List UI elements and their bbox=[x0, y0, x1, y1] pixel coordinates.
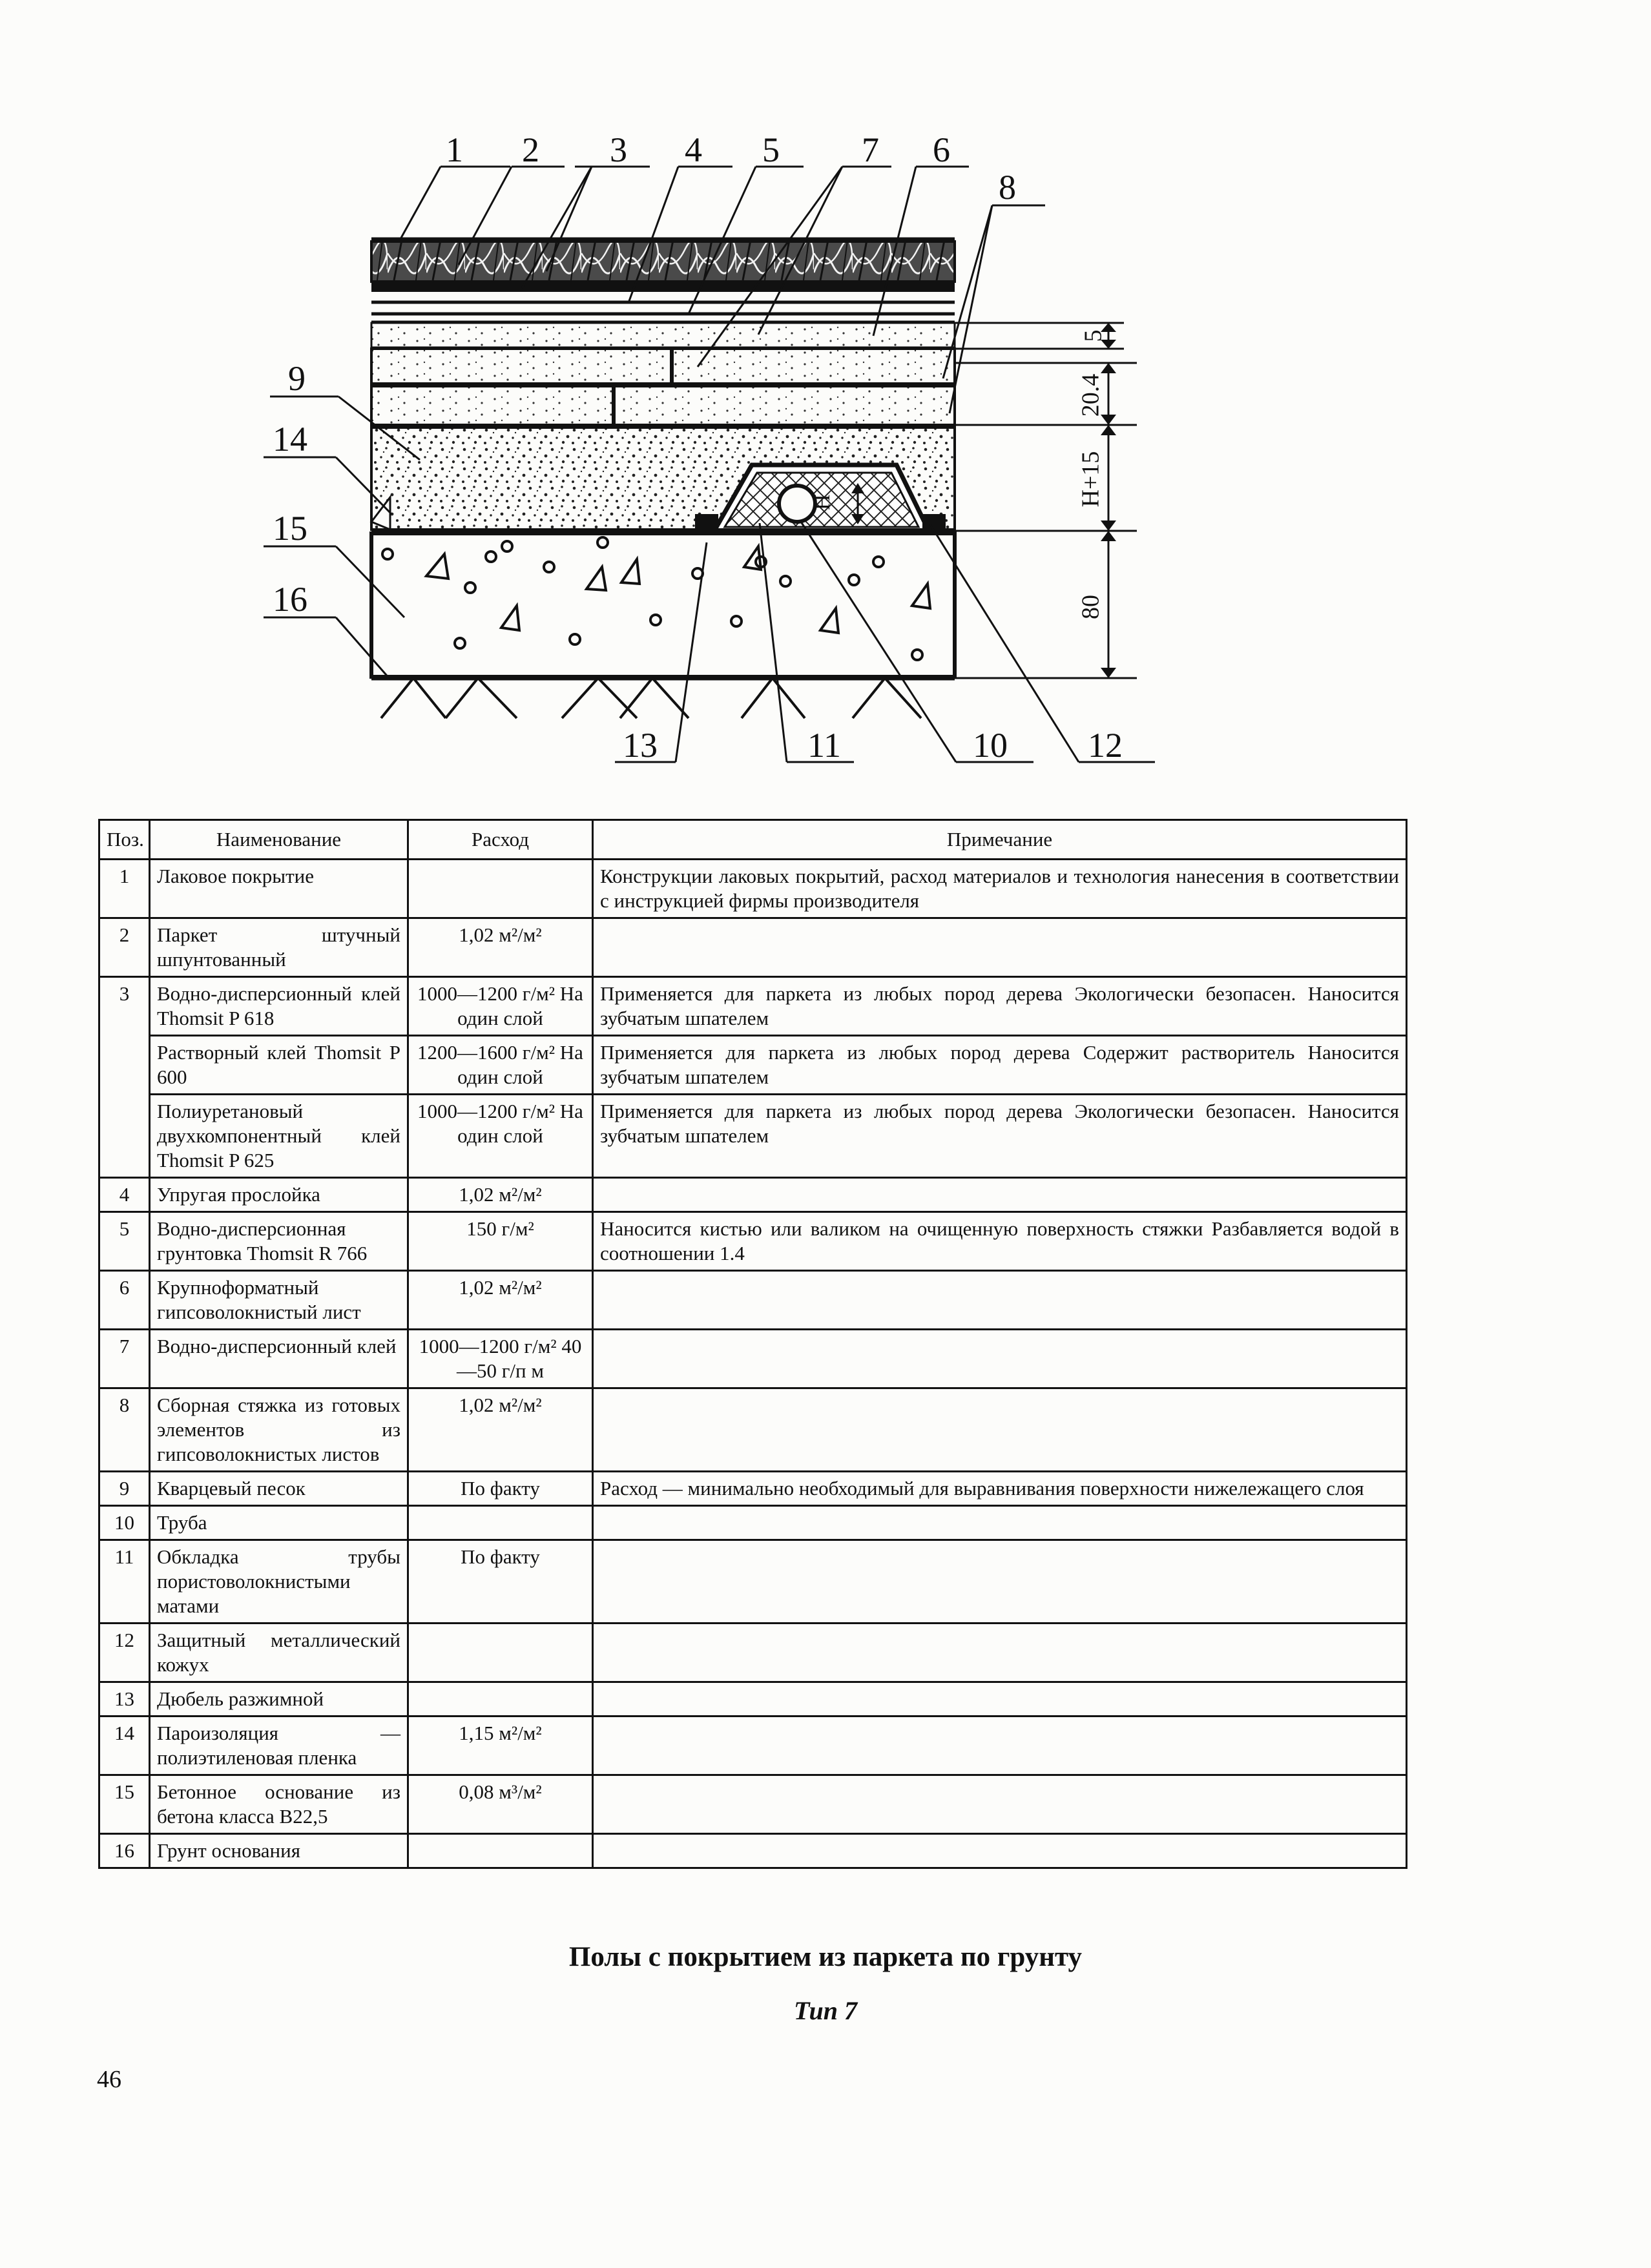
table-row bbox=[99, 1178, 1407, 1212]
table-header-row bbox=[99, 820, 1407, 860]
concrete-base bbox=[371, 533, 955, 677]
row-name: Упругая прослойка bbox=[150, 1178, 408, 1212]
row-note bbox=[593, 918, 1407, 977]
row-note bbox=[593, 1716, 1407, 1775]
row-consumption: 150 г/м² bbox=[408, 1212, 593, 1271]
dim-5: 5 bbox=[1079, 329, 1107, 342]
row-pos: 14 bbox=[99, 1716, 150, 1775]
table-row bbox=[99, 918, 1407, 977]
row-pos bbox=[99, 1036, 150, 1095]
row-consumption bbox=[408, 1682, 593, 1716]
callout-3: 3 bbox=[610, 130, 627, 169]
row-pos: 5 bbox=[99, 1212, 150, 1271]
header-pos: Поз. bbox=[99, 820, 150, 860]
row-name: Труба bbox=[150, 1506, 408, 1540]
row-pos: 12 bbox=[99, 1624, 150, 1682]
row-name: Защитный металлический кожух bbox=[150, 1624, 408, 1682]
row-name: Лаковое покрытие bbox=[150, 860, 408, 918]
row-consumption: 1,02 м²/м² bbox=[408, 1178, 593, 1212]
table-row bbox=[99, 1716, 1407, 1775]
row-pos: 15 bbox=[99, 1775, 150, 1834]
row-name: Обкладка трубы пористоволокнистыми матами bbox=[150, 1540, 408, 1624]
row-name: Растворный клей Thomsit P 600 bbox=[150, 1036, 408, 1095]
row-note: Применяется для паркета из любых пород дерева Экологически безопасен. Наносится зубчатым шпателем bbox=[593, 977, 1407, 1036]
table-row bbox=[99, 1271, 1407, 1330]
row-note bbox=[593, 1834, 1407, 1868]
row-consumption bbox=[408, 1834, 593, 1868]
header-consumption: Расход bbox=[408, 820, 593, 860]
row-name: Полиуретановый двухкомпонентный клей Thomsit P 625 bbox=[150, 1095, 408, 1178]
row-pos: 8 bbox=[99, 1388, 150, 1472]
row-name: Паркет штучный шпунтованный bbox=[150, 918, 408, 977]
row-consumption bbox=[408, 1506, 593, 1540]
callout-8: 8 bbox=[999, 168, 1016, 207]
row-name: Бетонное основание из бетона класса B22,5 bbox=[150, 1775, 408, 1834]
row-consumption: 1000—1200 г/м² На один слой bbox=[408, 977, 593, 1036]
screed-lower bbox=[371, 386, 955, 425]
callout-6: 6 bbox=[933, 130, 950, 169]
callout-15: 15 bbox=[273, 509, 307, 548]
row-pos: 16 bbox=[99, 1834, 150, 1868]
table-row bbox=[99, 860, 1407, 918]
row-pos: 1 bbox=[99, 860, 150, 918]
row-name: Водно-дисперсионная грунтовка Thomsit R 766 bbox=[150, 1212, 408, 1271]
row-consumption bbox=[408, 860, 593, 918]
callout-14: 14 bbox=[273, 420, 307, 459]
callout-12: 12 bbox=[1088, 726, 1123, 765]
row-pos: 7 bbox=[99, 1330, 150, 1388]
row-name: Водно-дисперсионный клей Thomsit P 618 bbox=[150, 977, 408, 1036]
row-note bbox=[593, 1330, 1407, 1388]
row-note: Применяется для паркета из любых пород дерева Содержит растворитель Наносится зубчатым шпателем bbox=[593, 1036, 1407, 1095]
row-note bbox=[593, 1682, 1407, 1716]
callout-7: 7 bbox=[862, 130, 879, 169]
row-consumption: 1200—1600 г/м² На один слой bbox=[408, 1036, 593, 1095]
table-row bbox=[99, 1775, 1407, 1834]
table-row bbox=[99, 1682, 1407, 1716]
gypsum-fiber-sheet bbox=[371, 323, 955, 347]
row-name: Сборная стяжка из готовых элементов из гипсоволокнистых листов bbox=[150, 1388, 408, 1472]
materials-table bbox=[98, 819, 1407, 1869]
row-note bbox=[593, 1540, 1407, 1624]
callout-4: 4 bbox=[685, 130, 702, 169]
callout-11: 11 bbox=[807, 726, 841, 765]
dimension-lines bbox=[955, 323, 1137, 678]
callout-9: 9 bbox=[288, 359, 306, 398]
callout-5: 5 bbox=[762, 130, 780, 169]
page-number: 46 bbox=[97, 2066, 121, 2093]
row-pos: 11 bbox=[99, 1540, 150, 1624]
callout-10: 10 bbox=[973, 726, 1008, 765]
row-note: Расход — минимально необходимый для выравнивания поверхности нижележащего слоя bbox=[593, 1472, 1407, 1506]
row-pos bbox=[99, 1095, 150, 1178]
row-name: Дюбель разжимной bbox=[150, 1682, 408, 1716]
row-note: Конструкции лаковых покрытий, расход материалов и технология нанесения в соответствии с инструкцией фирмы производителя bbox=[593, 860, 1407, 918]
table-row bbox=[99, 1036, 1407, 1095]
row-consumption: 1,02 м²/м² bbox=[408, 1271, 593, 1330]
dowel-right bbox=[922, 514, 946, 531]
table-row bbox=[99, 1388, 1407, 1472]
row-name: Крупноформатный гипсоволокнистый лист bbox=[150, 1271, 408, 1330]
pipe-height-label: H bbox=[811, 494, 835, 510]
table-row bbox=[99, 1624, 1407, 1682]
screed-upper bbox=[371, 349, 955, 384]
row-consumption: 1000—1200 г/м² На один слой bbox=[408, 1095, 593, 1178]
row-consumption: 1,02 м²/м² bbox=[408, 918, 593, 977]
row-pos: 13 bbox=[99, 1682, 150, 1716]
row-consumption bbox=[408, 1624, 593, 1682]
floor-section-drawing bbox=[0, 0, 1651, 794]
row-name: Грунт основания bbox=[150, 1834, 408, 1868]
table-row bbox=[99, 1212, 1407, 1271]
dim-80: 80 bbox=[1077, 595, 1105, 619]
dim-20-4: 20.4 bbox=[1077, 373, 1105, 417]
row-name: Водно-дисперсионный клей bbox=[150, 1330, 408, 1388]
table-row bbox=[99, 1834, 1407, 1868]
row-consumption: 1,15 м²/м² bbox=[408, 1716, 593, 1775]
row-name: Кварцевый песок bbox=[150, 1472, 408, 1506]
row-note: Наносится кистью или валиком на очищенную поверхность стяжки Разбавляется водой в соотношении 1.4 bbox=[593, 1212, 1407, 1271]
row-note bbox=[593, 1178, 1407, 1212]
row-note bbox=[593, 1388, 1407, 1472]
row-note bbox=[593, 1775, 1407, 1834]
page-title: Полы с покрытием из паркета по грунту bbox=[568, 1942, 1083, 1972]
dim-h-plus-15: H+15 bbox=[1077, 451, 1105, 508]
table-row bbox=[99, 1506, 1407, 1540]
callout-13: 13 bbox=[623, 726, 658, 765]
row-note bbox=[593, 1506, 1407, 1540]
callout-16: 16 bbox=[273, 580, 307, 619]
row-pos: 3 bbox=[99, 977, 150, 1036]
row-consumption: 0,08 м³/м² bbox=[408, 1775, 593, 1834]
row-note bbox=[593, 1624, 1407, 1682]
row-name: Пароизоляция — полиэтиленовая пленка bbox=[150, 1716, 408, 1775]
dowel-left bbox=[695, 514, 718, 531]
row-pos: 9 bbox=[99, 1472, 150, 1506]
row-note: Применяется для паркета из любых пород дерева Экологически безопасен. Наносится зубчатым шпателем bbox=[593, 1095, 1407, 1178]
table-row bbox=[99, 1330, 1407, 1388]
table-row bbox=[99, 977, 1407, 1036]
table-row bbox=[99, 1540, 1407, 1624]
callout-1: 1 bbox=[446, 130, 463, 169]
row-pos: 2 bbox=[99, 918, 150, 977]
row-consumption: 1,02 м²/м² bbox=[408, 1388, 593, 1472]
row-consumption: По факту bbox=[408, 1472, 593, 1506]
row-pos: 6 bbox=[99, 1271, 150, 1330]
callout-2: 2 bbox=[522, 130, 539, 169]
pipe bbox=[779, 486, 815, 522]
row-pos: 10 bbox=[99, 1506, 150, 1540]
header-name: Наименование bbox=[150, 820, 408, 860]
row-consumption: По факту bbox=[408, 1540, 593, 1624]
table-body bbox=[99, 860, 1407, 1868]
parquet-layer bbox=[371, 242, 955, 282]
row-note bbox=[593, 1271, 1407, 1330]
ground-hatching bbox=[381, 678, 921, 718]
adhesive-layer bbox=[371, 282, 955, 292]
header-note: Примечание bbox=[593, 820, 1407, 860]
row-pos: 4 bbox=[99, 1178, 150, 1212]
table-row bbox=[99, 1472, 1407, 1506]
page-subtitle: Тип 7 bbox=[794, 1996, 857, 2025]
row-consumption: 1000—1200 г/м² 40—50 г/п м bbox=[408, 1330, 593, 1388]
table-row bbox=[99, 1095, 1407, 1178]
